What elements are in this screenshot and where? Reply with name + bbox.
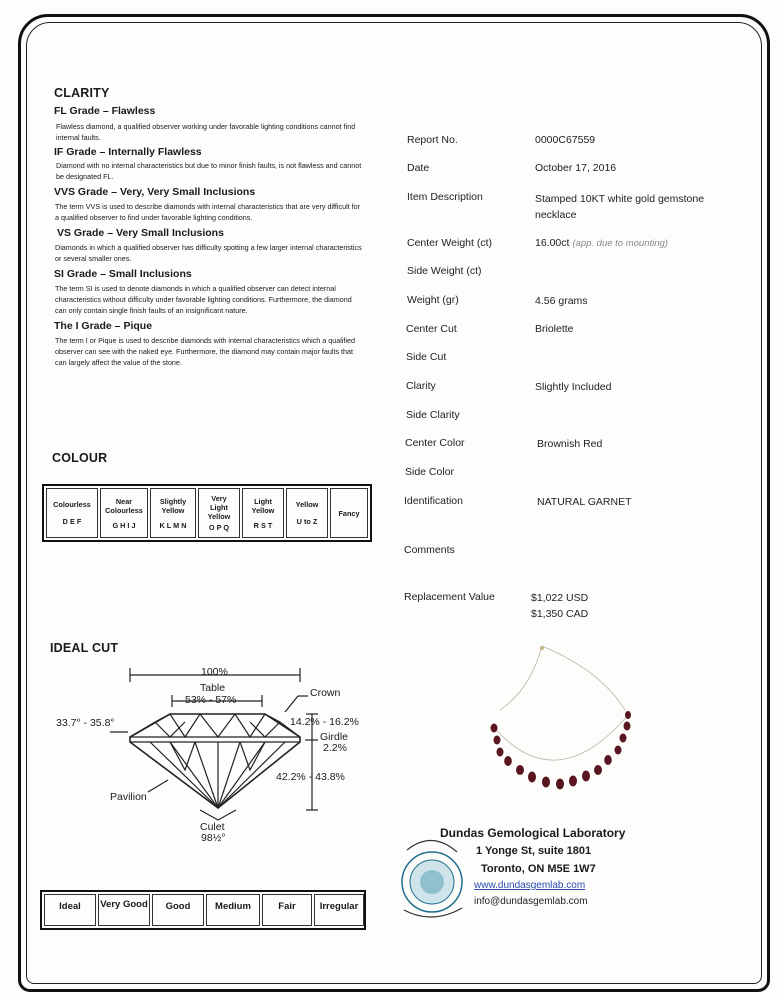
replacement-usd: $1,022 USD (531, 592, 589, 604)
report-value: 4.56 grams (535, 295, 588, 307)
colour-grades: U to Z (296, 517, 318, 526)
necklace-photo (470, 640, 650, 800)
report-label: Center Weight (ct) (407, 237, 492, 249)
colour-name: Yellow (295, 500, 319, 509)
colour-grades: G H I J (112, 520, 136, 530)
colour-grade-table (42, 484, 372, 542)
colour-grades: R S T (253, 520, 273, 530)
width-percent: 100% (201, 666, 228, 678)
cut-grade-cell: Good (152, 894, 204, 926)
report-value: Stamped 10KT white gold gemstone necklace (535, 193, 705, 221)
colour-name: Colourless (53, 500, 91, 509)
grade-title: IF Grade – Internally Flawless (54, 146, 202, 158)
pavilion-depth: 42.2% - 43.8% (276, 771, 345, 783)
grade-title: VS Grade – Very Small Inclusions (57, 227, 224, 239)
table-range: 53% - 57% (185, 694, 237, 706)
grade-desc: Diamond with no internal characteristics but due to minor finish faults, is not flawless and cannot be designated FL. (56, 161, 362, 181)
report-value (535, 237, 668, 249)
report-label: Side Clarity (406, 409, 460, 421)
colour-name: Slightly Yellow (159, 496, 187, 515)
colour-cell (150, 488, 196, 538)
colour-cell (286, 488, 328, 538)
grade-title: VVS Grade – Very, Very Small Inclusions (54, 186, 256, 198)
report-label: Item Description (407, 191, 483, 203)
grade-desc: The term I or Pique is used to describe diamonds with internal characteristics which a qualified observer can see with the naked eye. Furthermore, the diamond may contain major faults that can largely affect the value of the stone. (55, 336, 356, 367)
garnet-beads (491, 711, 632, 790)
report-value: 0000C67559 (535, 134, 596, 146)
cut-grade-cell: Irregular (314, 894, 364, 926)
colour-heading: COLOUR (52, 451, 108, 465)
colour-name: Very Light Yellow (207, 494, 231, 521)
grade-title: SI Grade – Small Inclusions (54, 268, 192, 280)
grade-title: The I Grade – Pique (54, 320, 153, 332)
crown-label: Crown (310, 687, 341, 699)
cut-grade-very-good: Very Good (100, 899, 148, 910)
cut-grade-cell: Medium (206, 894, 260, 926)
culet-label: Culet (200, 821, 225, 833)
report-label: Date (407, 162, 430, 174)
report-label: Clarity (406, 380, 436, 392)
report-label: Center Cut (406, 323, 457, 335)
report-label: Side Weight (ct) (407, 265, 482, 277)
report-label: Comments (404, 544, 455, 556)
girdle-label: Girdle (320, 731, 349, 743)
colour-grades: K L M N (159, 520, 187, 530)
lab-address-2: Toronto, ON M5E 1W7 (481, 863, 596, 875)
report-label: Report No. (407, 134, 458, 146)
colour-cell (330, 488, 368, 538)
culet-value: 98½° (201, 832, 226, 844)
colour-name: Fancy (338, 508, 360, 518)
colour-cell (198, 488, 240, 538)
crown-height: 14.2% - 16.2% (290, 716, 359, 728)
report-value: NATURAL GARNET (537, 496, 632, 508)
grade-title: FL Grade – Flawless (54, 105, 156, 117)
lab-name: Dundas Gemological Laboratory (440, 826, 626, 840)
colour-grades: D E F (62, 517, 82, 526)
hologram-seal (392, 830, 472, 920)
grade-desc: The term VVS is used to describe diamonds with internal characteristics that are very difficult for a qualified observer to find under favorable lighting conditions. (55, 202, 361, 222)
table-label: Table (200, 682, 226, 694)
colour-name: Light Yellow (251, 496, 275, 515)
center-weight-note: (app. due to mounting) (572, 238, 668, 249)
clarity-heading: CLARITY (54, 86, 110, 100)
report-label: Identification (404, 495, 463, 507)
report-value: Slightly Included (535, 381, 612, 393)
pavilion-label: Pavilion (110, 791, 147, 803)
lab-website-link[interactable]: www.dundasgemlab.com (474, 880, 586, 891)
report-label: Side Cut (406, 351, 447, 363)
report-label: Center Color (405, 437, 465, 449)
colour-cell (46, 488, 98, 538)
grade-desc: Diamonds in which a qualified observer has difficulty spotting a few larger internal characteristics or several smaller ones. (55, 243, 362, 263)
grade-desc: Flawless diamond, a qualified observer working under favorable lighting conditions cannot find internal faults. (56, 122, 356, 142)
lab-email: info@dundasgemlab.com (474, 896, 588, 907)
cut-grade-table (40, 890, 366, 930)
report-value: October 17, 2016 (535, 162, 617, 174)
replacement-label: Replacement Value (404, 591, 495, 603)
cut-grade-cell: Ideal (44, 894, 96, 926)
colour-name: Near Colourless (105, 496, 143, 515)
crown-angle: 33.7° - 35.8° (56, 717, 115, 729)
report-label: Weight (gr) (407, 294, 459, 306)
replacement-cad: $1,350 CAD (531, 608, 589, 620)
report-label: Side Color (405, 466, 455, 478)
colour-cell (242, 488, 284, 538)
colour-cell (100, 488, 148, 538)
colour-grades: O P Q (208, 523, 230, 532)
ideal-cut-heading: IDEAL CUT (50, 641, 119, 655)
girdle-value: 2.2% (323, 742, 347, 754)
cut-grade-cell (98, 894, 150, 926)
crown-leader (285, 696, 298, 712)
center-weight-value: 16.00ct (535, 237, 570, 249)
report-value: Briolette (535, 323, 574, 335)
lab-address-1: 1 Yonge St, suite 1801 (476, 845, 592, 857)
cut-grade-cell: Fair (262, 894, 312, 926)
grade-desc: The term SI is used to denote diamonds in which a qualified observer can detect internal characteristics without difficulty under favorable lighting conditions. Furthermore, the diamond can only contain single finish faults of an insignificant nature. (55, 284, 352, 315)
report-value: Brownish Red (537, 438, 603, 450)
